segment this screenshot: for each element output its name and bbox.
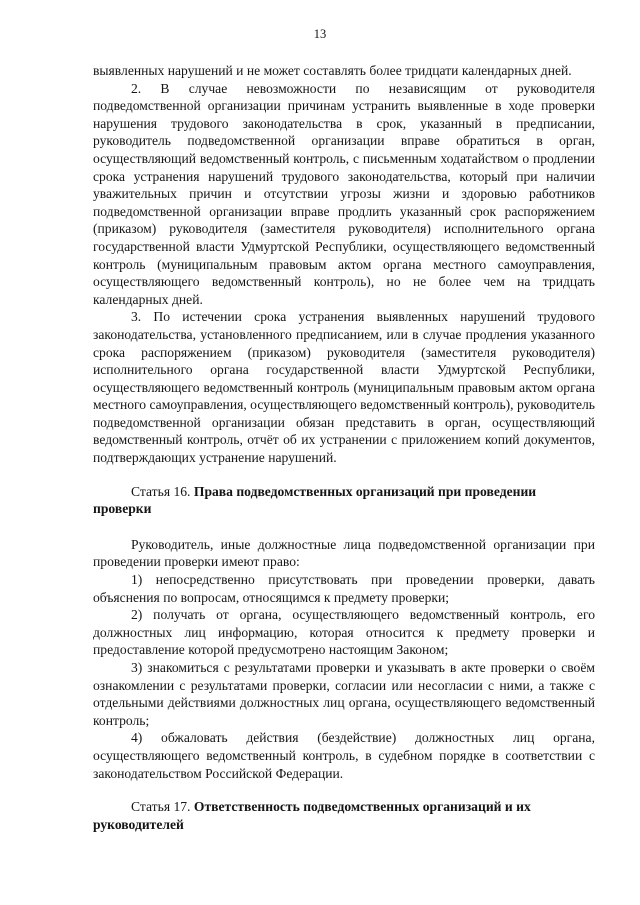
paragraph-item-3: 3. По истечении срока устранения выявленных нарушений трудового законодательства, установленного предписанием, или в случае продления указанного срока распоряжением (приказом) руководителя (заместителя руководителя) исполнительного органа государственной власти Удмуртской Республики, осуществляющего ведомственный контроль (муниципальным правовым актом органа местного самоуправления, осуществляющего ведомственный контроль), руководитель подведомственной организации обязан представить в орган, осуществляющий ведомственный контроль, отчёт об их устранении с приложением копий документов, подтверждающих устранение нарушений.: [93, 309, 595, 466]
article-16-heading: [93, 483, 595, 518]
article-16-title: Права подведомственных организаций при проведении проверки: [93, 483, 537, 517]
paragraph-continuation: выявленных нарушений и не может составлять более тридцати календарных дней.: [93, 63, 572, 78]
article-16-item-4: 4) обжаловать действия (бездействие) должностных лиц органа, осуществляющего ведомственный контроль, в судебном порядке в соответствии с законодательством Российской Федерации.: [93, 730, 595, 781]
article-16-item-3: 3) знакомиться с результатами проверки и указывать в акте проверки о своём ознакомлении с результатами проверки, согласии или несогласии с ними, а также с отдельными действиями должностных лиц органа, осуществляющего ведомственный контроль;: [93, 660, 595, 728]
article-17-heading: [93, 798, 595, 833]
article-17-title: Ответственность подведомственных организаций и их руководителей: [93, 799, 531, 832]
article-17-number: Статья 17.: [131, 799, 191, 815]
article-16-number: Статья 16.: [131, 483, 191, 499]
page-number: 13: [313, 27, 327, 41]
document-body: [93, 62, 595, 833]
article-16-intro: Руководитель, иные должностные лица подведомственной организации при проведении проверки имеют право:: [93, 536, 595, 570]
paragraph-item-2: 2. В случае невозможности по независящим от руководителя подведомственной организации причинам устранить выявленные в ходе проверки нарушения трудового законодательства в срок, указанный в предписании, руководитель подведомственной организации вправе обратиться в орган, осуществляющий ведомственный контроль, с письменным ходатайством о продлении срока устранения нарушений трудового законодательства, который при наличии уважительных причин и отсутствии угрозы жизни и здоровью работников подведомственной организации вправе продлить указанный срок распоряжением (приказом) руководителя (заместителя руководителя) исполнительного органа государственной власти Удмуртской Республики, осуществляющего ведомственный контроль (муниципальным правовым актом органа местного самоуправления, осуществляющего ведомственный контроль), но не более чем на тридцать календарных дней.: [93, 80, 595, 307]
article-16-item-2: 2) получать от органа, осуществляющего ведомственный контроль, его должностных лиц информацию, которая относится к предмету проверки и предоставление которой предусмотрено настоящим Законом;: [93, 607, 595, 658]
article-16-item-1: 1) непосредственно присутствовать при проведении проверки, давать объяснения по вопросам, относящимся к предмету проверки;: [93, 572, 595, 605]
